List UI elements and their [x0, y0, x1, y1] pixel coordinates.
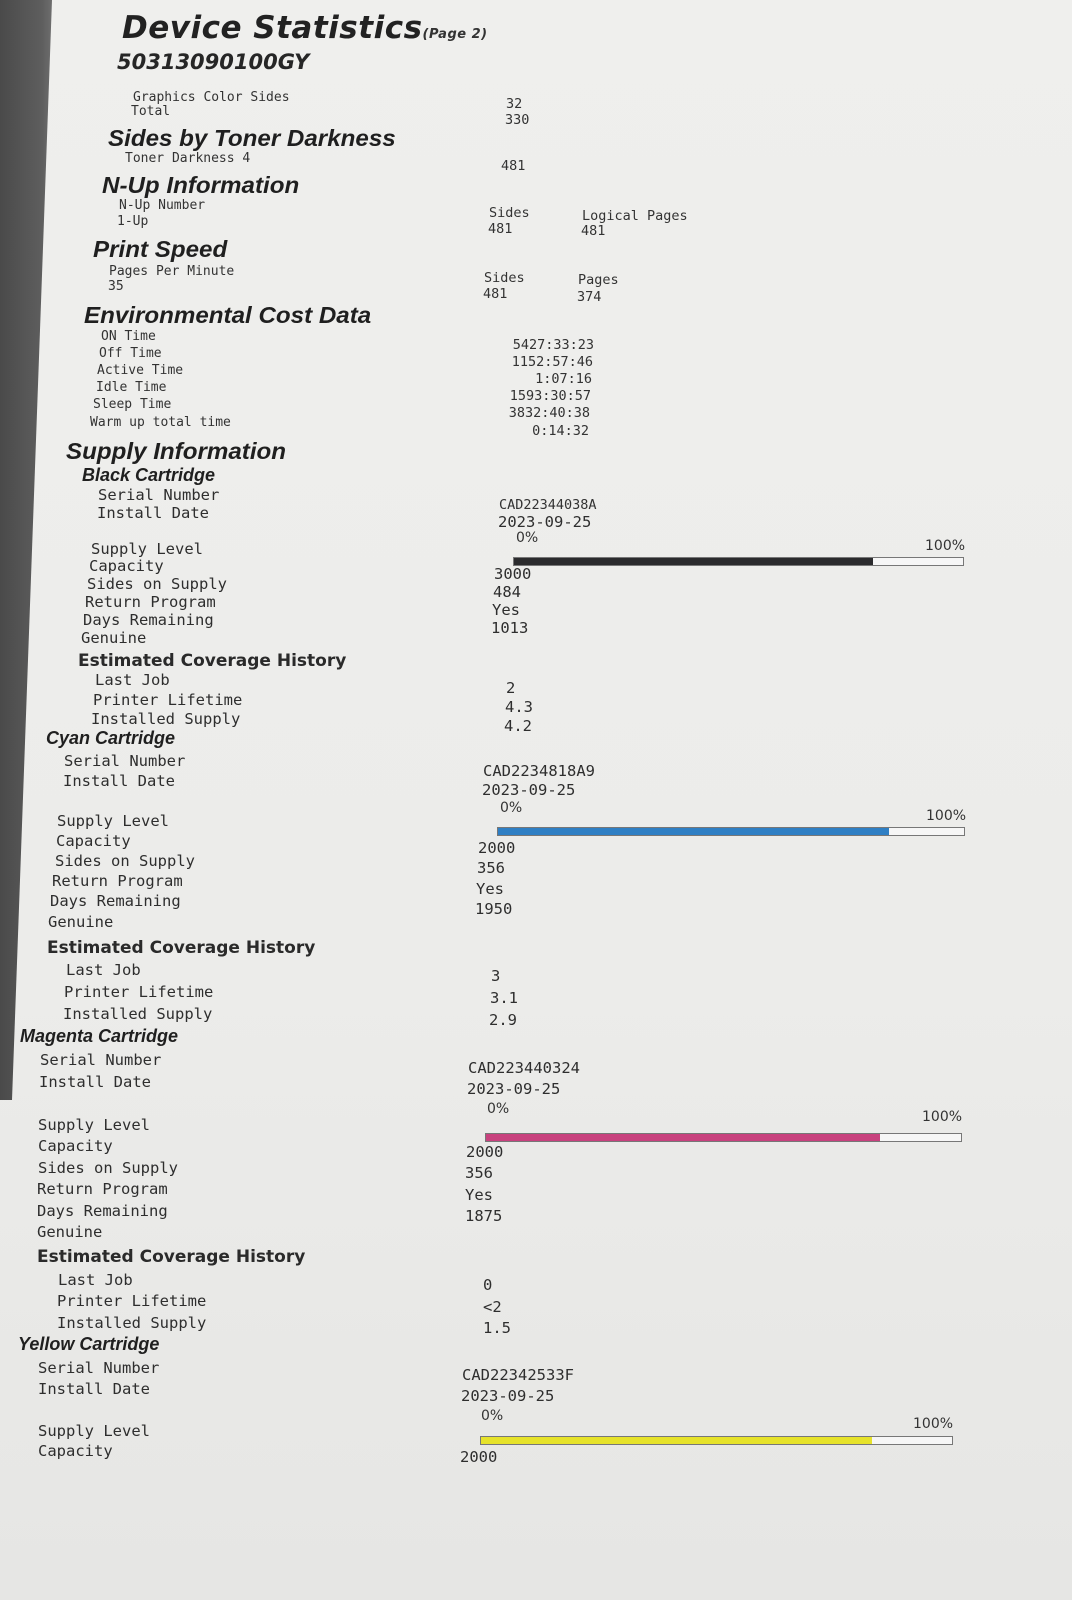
- speed-sides-value: 481: [483, 286, 508, 302]
- env-row-value: 5427:33:23: [512, 337, 594, 353]
- sides-on-supply-label: Sides on Supply: [38, 1159, 178, 1177]
- env-row-label: Warm up total time: [90, 415, 231, 430]
- env-row-value: 0:14:32: [532, 423, 589, 439]
- return-program-label: Return Program: [37, 1180, 168, 1198]
- env-row-value: 1152:57:46: [511, 354, 593, 370]
- env-row-value: 1:07:16: [535, 371, 592, 387]
- capacity-label: Capacity: [56, 832, 131, 850]
- yellow-cartridge-heading: Yellow Cartridge: [18, 1334, 160, 1354]
- last-job-label: Last Job: [58, 1271, 133, 1289]
- supply-level-label: Supply Level: [38, 1116, 150, 1134]
- black-capacity: 3000: [494, 565, 532, 583]
- cyan-capacity: 2000: [478, 839, 516, 857]
- magenta-return-program: Yes: [465, 1186, 493, 1204]
- installed-supply-label: Installed Supply: [91, 710, 241, 728]
- capacity-label: Capacity: [38, 1442, 113, 1460]
- cyan-printer-lifetime: 3.1: [490, 989, 518, 1007]
- capacity-label: Capacity: [89, 557, 164, 575]
- magenta-install-date: 2023-09-25: [467, 1080, 561, 1098]
- ppm-label: Pages Per Minute: [109, 264, 235, 279]
- magenta-printer-lifetime: <2: [483, 1298, 502, 1316]
- last-job-label: Last Job: [95, 671, 170, 689]
- env-row-label: Idle Time: [96, 380, 167, 395]
- installed-supply-label: Installed Supply: [63, 1005, 213, 1023]
- supply-level-label: Supply Level: [38, 1422, 150, 1440]
- bar-min-label: 0%: [481, 1408, 504, 1424]
- days-remaining-label: Days Remaining: [37, 1202, 168, 1220]
- page-number: (Page 2): [422, 27, 488, 42]
- black-supply-level-fill: [514, 558, 873, 565]
- cyan-supply-level-fill: [498, 828, 889, 835]
- env-row-label: Off Time: [99, 346, 162, 361]
- magenta-cartridge-heading: Magenta Cartridge: [20, 1026, 179, 1046]
- nup-logical-pages-header: Logical Pages: [582, 208, 688, 224]
- nup-logical-pages-value: 481: [581, 223, 606, 239]
- nup-1up-label: 1-Up: [117, 214, 149, 229]
- cyan-supply-level-bar: [497, 827, 965, 836]
- printer-lifetime-label: Printer Lifetime: [57, 1292, 207, 1310]
- yellow-supply-level-fill: [481, 1437, 872, 1444]
- genuine-label: Genuine: [37, 1223, 103, 1241]
- yellow-install-date: 2023-09-25: [461, 1387, 555, 1405]
- days-remaining-label: Days Remaining: [50, 892, 181, 910]
- ech-heading: Estimated Coverage History: [47, 938, 316, 958]
- return-program-label: Return Program: [85, 593, 216, 611]
- capacity-label: Capacity: [38, 1137, 113, 1155]
- yellow-serial: CAD22342533F: [462, 1366, 574, 1384]
- genuine-label: Genuine: [48, 913, 114, 931]
- magenta-last-job: 0: [483, 1276, 493, 1294]
- supply-level-label: Supply Level: [91, 540, 203, 558]
- supply-heading: Supply Information: [66, 438, 287, 464]
- nup-sides-header: Sides: [489, 205, 530, 221]
- magenta-supply-level-fill: [486, 1134, 880, 1141]
- bar-min-label: 0%: [487, 1101, 510, 1117]
- env-heading: Environmental Cost Data: [84, 302, 372, 328]
- magenta-capacity: 2000: [466, 1143, 504, 1161]
- days-remaining-label: Days Remaining: [83, 611, 214, 629]
- nup-heading: N-Up Information: [102, 172, 300, 198]
- ech-heading: Estimated Coverage History: [37, 1247, 306, 1267]
- total-label: Total: [131, 104, 171, 119]
- ppm-value: 35: [108, 279, 124, 294]
- printer-lifetime-label: Printer Lifetime: [64, 983, 214, 1001]
- cyan-days-remaining: 1950: [475, 900, 513, 918]
- title-text: Device Statistics: [122, 10, 423, 46]
- ech-heading: Estimated Coverage History: [78, 651, 347, 671]
- black-installed-supply: 4.2: [504, 717, 532, 735]
- cyan-install-date: 2023-09-25: [482, 781, 576, 799]
- page-title: [122, 10, 488, 46]
- magenta-installed-supply: 1.5: [483, 1319, 511, 1337]
- magenta-days-remaining: 1875: [465, 1207, 503, 1225]
- installed-supply-label: Installed Supply: [57, 1314, 207, 1332]
- magenta-sides: 356: [465, 1164, 493, 1182]
- cyan-installed-supply: 2.9: [489, 1011, 517, 1029]
- black-days-remaining: 1013: [491, 619, 529, 637]
- install-date-label: Install Date: [63, 772, 175, 790]
- print-speed-heading: Print Speed: [93, 236, 228, 262]
- yellow-supply-level-bar: [480, 1436, 953, 1445]
- printer-lifetime-label: Printer Lifetime: [93, 691, 243, 709]
- cyan-return-program: Yes: [476, 880, 504, 898]
- toner-darkness-label: Toner Darkness 4: [125, 151, 251, 166]
- black-cartridge-heading: Black Cartridge: [82, 465, 216, 485]
- graphics-color-sides-label: Graphics Color Sides: [133, 90, 290, 105]
- serial-label: Serial Number: [64, 752, 186, 770]
- black-printer-lifetime: 4.3: [505, 698, 533, 716]
- env-row-label: Sleep Time: [93, 397, 172, 412]
- yellow-capacity: 2000: [460, 1448, 498, 1466]
- bar-max-label: 100%: [922, 1109, 963, 1125]
- black-last-job: 2: [506, 679, 516, 697]
- bar-max-label: 100%: [926, 808, 967, 824]
- speed-sides-header: Sides: [484, 270, 525, 286]
- graphics-color-sides-value: 32: [506, 96, 523, 112]
- magenta-supply-level-bar: [485, 1133, 962, 1142]
- sides-on-supply-label: Sides on Supply: [87, 575, 227, 593]
- install-date-label: Install Date: [39, 1073, 151, 1091]
- black-supply-level-bar: [513, 557, 964, 566]
- sides-on-supply-label: Sides on Supply: [55, 852, 195, 870]
- bar-max-label: 100%: [925, 538, 966, 554]
- env-row-label: Active Time: [97, 363, 184, 378]
- black-return-program: Yes: [492, 601, 520, 619]
- cyan-serial: CAD2234818A9: [483, 762, 595, 780]
- magenta-serial: CAD223440324: [468, 1059, 580, 1077]
- black-sides: 484: [493, 583, 521, 601]
- cyan-last-job: 3: [491, 967, 501, 985]
- nup-sides-value: 481: [488, 221, 513, 237]
- cyan-cartridge-heading: Cyan Cartridge: [46, 728, 176, 748]
- return-program-label: Return Program: [52, 872, 183, 890]
- install-date-label: Install Date: [97, 504, 209, 522]
- speed-pages-header: Pages: [578, 272, 619, 288]
- nup-number-label: N-Up Number: [119, 198, 206, 213]
- black-install-date: 2023-09-25: [498, 513, 592, 531]
- serial-label: Serial Number: [98, 486, 220, 504]
- bar-min-label: 0%: [516, 530, 539, 546]
- black-serial: CAD22344038A: [499, 497, 597, 513]
- serial-label: Serial Number: [40, 1051, 162, 1069]
- genuine-label: Genuine: [81, 629, 147, 647]
- last-job-label: Last Job: [66, 961, 141, 979]
- install-date-label: Install Date: [38, 1380, 150, 1398]
- bar-max-label: 100%: [913, 1416, 954, 1432]
- serial-label: Serial Number: [38, 1359, 160, 1377]
- bar-min-label: 0%: [500, 800, 523, 816]
- device-serial: 50313090100GY: [117, 50, 310, 74]
- cyan-sides: 356: [477, 859, 505, 877]
- supply-level-label: Supply Level: [57, 812, 169, 830]
- env-row-label: ON Time: [101, 329, 156, 344]
- env-row-value: 1593:30:57: [509, 388, 591, 404]
- total-value: 330: [505, 112, 530, 128]
- speed-pages-value: 374: [577, 289, 602, 305]
- env-row-value: 3832:40:38: [508, 405, 590, 421]
- toner-darkness-heading: Sides by Toner Darkness: [108, 125, 396, 151]
- toner-darkness-value: 481: [501, 158, 526, 174]
